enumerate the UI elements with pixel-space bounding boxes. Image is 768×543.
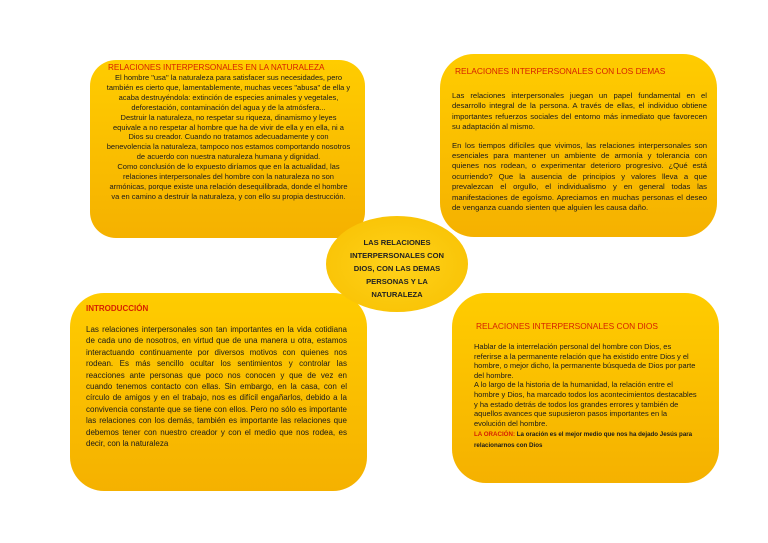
introduccion-title: INTRODUCCIÓN xyxy=(86,304,149,313)
card-introduccion xyxy=(70,293,367,491)
naturaleza-paragraph-1: El hombre "usa" la naturaleza para satisfacer sus necesidades, pero también es cierto que, lamentablemente, muchas veces "abusa" de ella y acaba destruyéndola: extinción de especies animales y vegetales, deforestación, contaminación del agua y de la atmósfera... xyxy=(106,73,351,112)
demas-title: RELACIONES INTERPERSONALES CON LOS DEMAS xyxy=(455,66,666,76)
oracion-text: La oración es el mejor medio que nos ha dejado Jesús para relacionarnos con Dios xyxy=(474,431,693,450)
dios-paragraph-2: A lo largo de la historia de la humanidad, la relación entre el hombre y Dios, ha marcado todos los acontecimientos destacables y ha estado detrás de todos los grandes errores y también de aquellos avances que supusieron pasos importantes en la evolución del hombre. xyxy=(474,380,697,428)
naturaleza-paragraph-3: Como conclusión de lo expuesto diríamos que en la actualidad, las relaciones interpersonales del hombre con la naturaleza no son armónicas, porque existe una relación desequilibrada, donde el hombre va en camino a destruir la naturaleza, y con ello su propia destrucción. xyxy=(109,162,348,201)
demas-paragraph-2: En los tiempos difíciles que vivimos, las relaciones interpersonales son esenciales para mantener un ambiente de armonía y tolerancia con quienes nos rodean, o experimentar deterioro progresivo. ¿Qué está ocurriendo? Que la ausencia de principios y valores lleva a que prevalezcan el orgullo, el individualismo y en general todas las manifestaciones de egoísmo. Apreciamos en muchas personas el deseo de venganza cuando sienten que alguien les causa daño. xyxy=(452,140,707,213)
central-topic-ellipse xyxy=(326,216,468,312)
introduccion-paragraph: Las relaciones interpersonales son tan importantes en la vida cotidiana de cada uno de nosotros, en virtud que de una manera u otra, estamos interactuando continuamente por diversos motivos con quienes nos rodean. Es más sencillo ocultar los sentimientos y controlar las reacciones ante personas que poco nos conocen y que de vez en cuando tenemos contacto con ellas. Sin embargo, en la casa, con el círculo de amigos y en el trabajo, nos es difícil engañarlos, debido a la convivencia constante que se tiene con ellos. Pero no sólo es importante las relaciones con los demás, también es importante las relaciones que debemos tener con nuestro creador y con el medio que nos rodea, es decir, con la naturaleza xyxy=(86,325,347,449)
card-dios xyxy=(452,293,719,483)
oracion-label: LA ORACIÓN: xyxy=(474,431,516,439)
dios-title: RELACIONES INTERPERSONALES CON DIOS xyxy=(476,321,658,331)
central-topic-text: LAS RELACIONES INTERPERSONALES CON DIOS, CON LAS DEMAS PERSONAS Y LA NATURALEZA xyxy=(349,238,445,299)
naturaleza-paragraph-2: Destruir la naturaleza, no respetar su riqueza, dinamismo y leyes equivale a no respetar al hombre que ha de vivir de ella y en ella, ni a Dios su creador. Cuando no tratamos adecuadamente y con benevolencia la naturaleza, tampoco nos estamos comportando nosotros de acuerdo con nuestra naturaleza humana y dignidad. xyxy=(106,112,351,162)
dios-paragraph-1: Hablar de la interrelación personal del hombre con Dios, es referirse a la permanente relación que ha existido entre Dios y el hombre, o mejor dicho, la permanente búsqueda de Dios por parte del hombre. xyxy=(474,342,696,380)
naturaleza-title: RELACIONES INTERPERSONALES EN LA NATURALEZA xyxy=(108,63,325,72)
dios-oracion xyxy=(466,429,709,451)
demas-paragraph-1: Las relaciones interpersonales juegan un papel fundamental en el desarrollo integral de la persona. A través de ellas, el individuo obtiene importantes refuerzos sociales del entorno más inmediato que favorecen su adaptación al mismo. xyxy=(452,91,707,132)
card-demas xyxy=(440,54,717,237)
card-naturaleza xyxy=(90,60,365,238)
